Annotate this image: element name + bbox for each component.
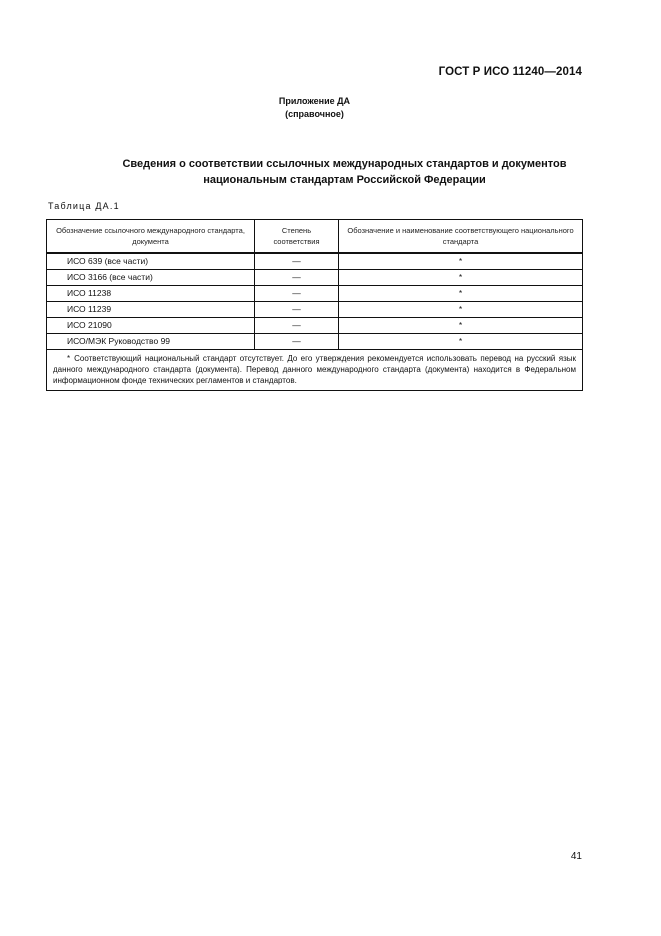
cell-national: * bbox=[339, 302, 583, 318]
cell-standard: ИСО 11238 bbox=[47, 286, 255, 302]
cell-degree: — bbox=[255, 302, 339, 318]
appendix-title: Приложение ДА bbox=[278, 96, 351, 106]
table-row bbox=[47, 334, 583, 350]
table-row bbox=[47, 270, 583, 286]
appendix-heading bbox=[0, 95, 629, 121]
section-title-line-1: Сведения о соответствии ссылочных международных стандартов и документов bbox=[122, 158, 567, 170]
header-degree-of-conformity: Степень соответствия bbox=[255, 220, 339, 254]
section-title-line-2: национальным стандартам Российской Федерации bbox=[203, 174, 486, 186]
cell-national: * bbox=[339, 318, 583, 334]
cell-degree: — bbox=[255, 318, 339, 334]
cell-national: * bbox=[339, 334, 583, 350]
table-caption: Таблица ДА.1 bbox=[48, 201, 120, 211]
references-table bbox=[46, 219, 583, 391]
table-row bbox=[47, 318, 583, 334]
cell-national: * bbox=[339, 253, 583, 270]
table-row bbox=[47, 302, 583, 318]
cell-standard: ИСО 11239 bbox=[47, 302, 255, 318]
table-header-row bbox=[47, 220, 583, 254]
section-title bbox=[60, 156, 629, 188]
page-number: 41 bbox=[570, 851, 582, 862]
cell-standard: ИСО 3166 (все части) bbox=[47, 270, 255, 286]
table-footnote bbox=[47, 350, 583, 391]
cell-degree: — bbox=[255, 270, 339, 286]
table-row bbox=[47, 286, 583, 302]
appendix-subtitle: (справочное) bbox=[285, 109, 344, 119]
footnote-marker: * bbox=[67, 354, 71, 363]
header-international-standard: Обозначение ссылочного международного стандарта, документа bbox=[47, 220, 255, 254]
cell-standard: ИСО/МЭК Руководство 99 bbox=[47, 334, 255, 350]
table-row bbox=[47, 253, 583, 270]
cell-national: * bbox=[339, 270, 583, 286]
cell-degree: — bbox=[255, 253, 339, 270]
cell-degree: — bbox=[255, 286, 339, 302]
table-note-row bbox=[47, 350, 583, 391]
document-code: ГОСТ Р ИСО 11240—2014 bbox=[438, 66, 582, 78]
footnote-text: Соответствующий национальный стандарт отсутствует. До его утверждения рекомендуется использовать перевод на русский язык данного международного стандарта (документа). Перевод данного международного стандарта (документа) находится в Федеральном информационном фонде технических регламентов и стандартов. bbox=[53, 354, 576, 385]
cell-standard: ИСО 21090 bbox=[47, 318, 255, 334]
cell-degree: — bbox=[255, 334, 339, 350]
header-national-standard: Обозначение и наименование соответствующего национального стандарта bbox=[339, 220, 583, 254]
cell-standard: ИСО 639 (все части) bbox=[47, 253, 255, 270]
cell-national: * bbox=[339, 286, 583, 302]
